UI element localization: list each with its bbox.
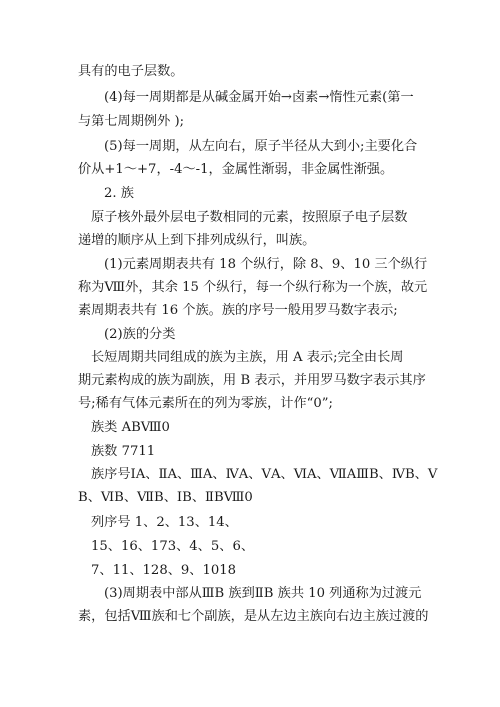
- text-line: 期元素构成的族为副族，用 B 表示，并用罗马数字表示其序: [78, 373, 426, 388]
- text-line: 原子核外最外层电子数相同的元素，按照原子电子层数: [91, 210, 408, 225]
- section-heading: 2. 族: [104, 186, 134, 201]
- text-line: 价从+1～+7，-4～-1，金属性渐弱，非金属性渐强。: [78, 162, 394, 177]
- text-line: 族序号ⅠA、ⅡA、ⅢA、ⅣA、ⅤA、ⅥA、ⅦAⅢB、ⅣB、Ⅴ: [91, 467, 438, 482]
- text-line: 7、11、128、9、1018: [91, 563, 237, 578]
- text-line: 族数 7711: [91, 444, 156, 459]
- text-line: 具有的电子层数。: [78, 64, 184, 79]
- text-line: 称为Ⅷ外，其余 15 个纵行，每一个纵行称为一个族，故元: [78, 280, 428, 295]
- text-line: 族类 ABⅧ0: [91, 420, 170, 435]
- text-line: 长短周期共同组成的族为主族，用 A 表示;完全由长周: [91, 350, 404, 365]
- text-line: 列序号 1、2、13、14、: [91, 515, 238, 530]
- text-line: (5)每一周期，从左向右，原子半径从大到小;主要化合: [104, 139, 418, 154]
- text-line: 与第七周期例外 );: [78, 114, 185, 129]
- text-line: (4)每一周期都是从碱金属开始→卤素→惰性元素(第一: [104, 90, 414, 105]
- text-line: 递增的顺序从上到下排列成纵行，叫族。: [78, 233, 316, 248]
- text-line: 素周期表共有 16 个族。族的序号一般用罗马数字表示;: [78, 303, 398, 318]
- text-line: 号;稀有气体元素所在的列为零族，计作“0”;: [78, 396, 333, 411]
- text-line: (2)族的分类: [104, 327, 176, 342]
- text-line: 15、16、173、4、5、6、: [91, 539, 255, 554]
- text-line: (3)周期表中部从ⅢB 族到ⅡB 族共 10 列通称为过渡元: [104, 586, 422, 601]
- text-line: 素，包括Ⅷ族和七个副族，是从左边主族向右边主族过渡的: [78, 609, 429, 624]
- text-line: B、ⅥB、ⅦB、ⅠB、ⅡBⅧ0: [78, 490, 253, 505]
- text-line: (1)元素周期表共有 18 个纵行，除 8、9、10 三个纵行: [104, 257, 428, 272]
